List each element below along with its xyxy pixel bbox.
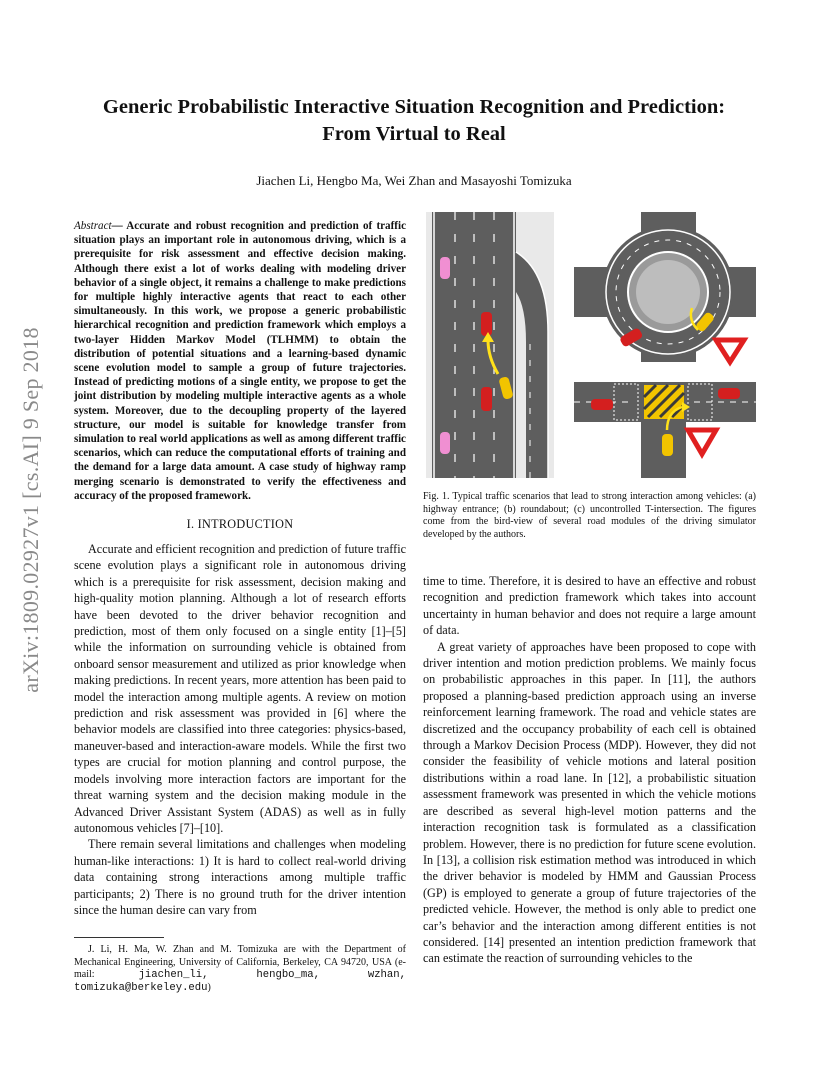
arxiv-sidebar (12, 300, 50, 720)
pink-car (440, 432, 450, 454)
right-column-body (423, 573, 756, 967)
intro-paragraph-1: Accurate and efficient recognition and prediction of future traffic scene evolution plays a significant role in autonomous driving which is a prerequisite for risk assessment, decision making and high-quality motion planning. Although a lot of research efforts have been devoted to the driver behavior recognition and prediction, most of them only focused on a single entity [1]–[5] while the information on surrounding vehicle is obtained from onboard sensor measurement and utilized as prior knowledge when making predictions. In recent years, more attention has been paid to model the interaction among multiple agents. A review on motion prediction and risk assessment was provided in [6] where the behavior models are classified into three categories: physics-based, maneuver-based and interaction-aware models. While the first two types are crucial for motion planning and control purpose, the models involving more interaction factors are important for the threat warning system and the decision making module in the Advanced Driver Assistant System (ADAS) as well as in fully autonomous vehicles [7]–[10]. (74, 542, 406, 835)
title-line-1: Generic Probabilistic Interactive Situation Recognition and Prediction: (102, 96, 726, 118)
footnote (74, 944, 406, 994)
red-car (481, 387, 492, 411)
footnote-close: ) (207, 981, 211, 993)
roundabout-panel (574, 212, 756, 362)
abstract-dash: — (111, 220, 127, 232)
red-car (481, 312, 492, 336)
figure-caption: Fig. 1. Typical traffic scenarios that lead to strong interaction among vehicles: (a) highway entrance; (b) roundabout; (c) uncontrolled T-intersection. The figures come from the bird-view of several road modules of the driving simulator developed by the authors. (423, 491, 756, 540)
footnote-paragraph (74, 944, 406, 994)
highway-entrance-panel (426, 212, 554, 478)
title-line-2: From Virtual to Real (322, 123, 506, 145)
footnote-emails-1: jiachen_li, hengbo_ma, wzhan, (138, 969, 406, 982)
abstract-label: Abstract (74, 220, 112, 232)
footnote-text: J. Li, H. Ma, W. Zhan and M. Tomizuka are with the Department of Mechanical Engineering, University of California, Berkeley, CA 94720, USA (e-mail: (74, 944, 406, 981)
pink-car (440, 257, 450, 279)
abstract (74, 219, 406, 503)
abstract-text: Accurate and robust recognition and prediction of traffic situation plays an important role in autonomous driving, which is a prerequisite for risk assessment and effective decision making. Although there exist a lot of works dealing with modeling driver behavior of a single object, it remains a challenge to make predictions for multiple highly interactive agents that react to each other simultaneously. In this work, we propose a generic probabilistic hierarchical recognition and prediction framework which employs a two-layer Hidden Markov Model (TLHMM) to obtain the distribution of potential situations and a learning-based dynamic scene evolution model to sample a group of future trajectories. Instead of predicting motions of a single entity, we propose to get the joint distribution by modeling multiple interactive agents as a whole system. Moreover, due to the decoupling property of the layered structure, our model is suitable for knowledge transfer from simulation to real world applications as well as among different traffic scenarios, which can reduce the computational efforts of training and the demand for a large data amount. A case study of highway ramp merging scenario is demonstrated to verify the effectiveness and accuracy of the proposed framework. (74, 220, 406, 502)
arxiv-stamp: arXiv:1809.02927v1 [cs.AI] 9 Sep 2018 (18, 327, 43, 693)
section-heading: I. INTRODUCTION (186, 517, 294, 531)
figure-1-traffic-scenarios (426, 212, 756, 478)
introduction-body (74, 541, 406, 918)
footnote-rule (74, 937, 164, 938)
t-intersection-panel (574, 370, 756, 478)
red-car (591, 399, 613, 410)
red-car (718, 388, 740, 399)
footnote-emails-2: tomizuka@berkeley.edu (74, 981, 208, 994)
right-paragraph-1: time to time. Therefore, it is desired to have an effective and robust recognition and prediction framework which takes into account uncertainty in human behavior and does not require a large amount of data. (423, 574, 756, 638)
paper-title (40, 94, 788, 148)
intro-paragraph-2: There remain several limitations and challenges when modeling human-like interactions: 1) It is hard to collect real-world driving data containing strong interactions among multiple traffic participants; 2) There is no ground truth for the driver intention since the human desire can vary from (74, 837, 406, 917)
author-list: Jiachen Li, Hengbo Ma, Wei Zhan and Masayoshi Tomizuka (256, 173, 572, 188)
yellow-car (662, 434, 673, 456)
right-paragraph-2: A great variety of approaches have been proposed to cope with driver intention and motion prediction problems. We mainly focus on probabilistic approaches in this paper. In [11], the authors proposed a planning-based prediction approach using an inverse reinforcement learning framework. The road and vehicle states are discretized and the occupancy probability of each cell is obtained through a Markov Decision Process (MDP). However, they did not consider the feasibility of vehicle motions and lateral position distributions within a road lane. In [12], a probabilistic situation assessment framework was presented in which the vehicle motions are described as several high-level motion patterns and the interaction recognition task is formulated as a classification problem. However, there is no prediction for future scene evolution. In [13], a collision risk estimation method was introduced in which the driver behavior is modeled by HMM and Gaussian Process (GP) is employed to generate a group of future trajectories of the predicted vehicle. However, the method is only able to predict one car’s behavior and the interaction among different entities is not considered. [14] presented an intention prediction framework that can estimate the reaction of surrounding vehicles to the (423, 639, 756, 966)
